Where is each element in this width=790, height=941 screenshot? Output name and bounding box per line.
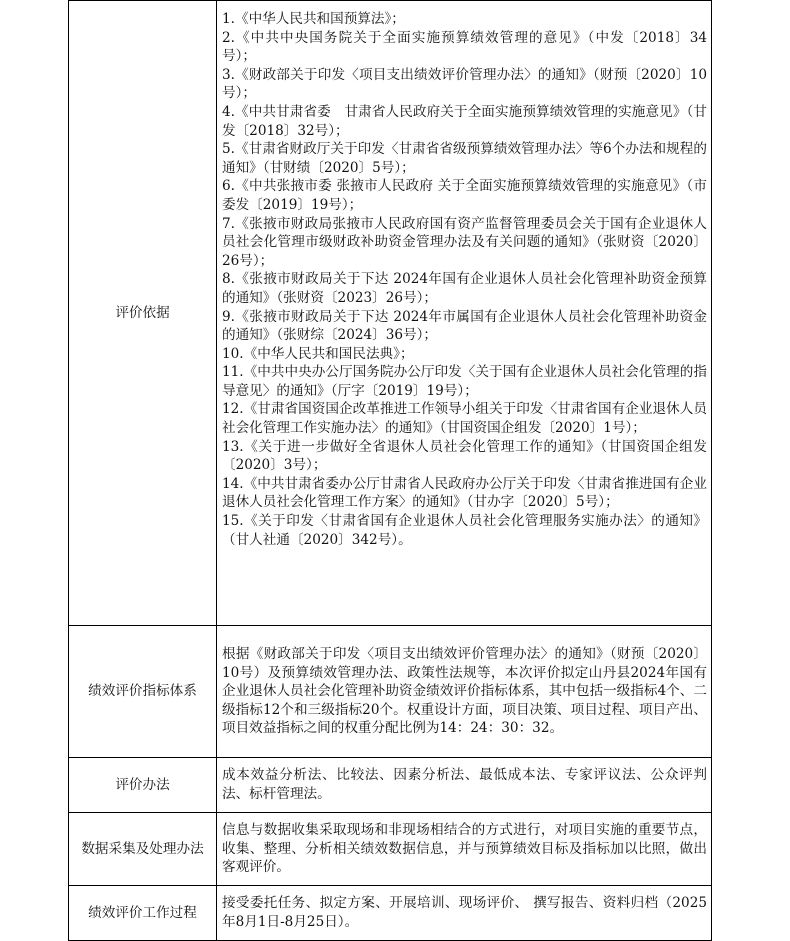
basis-item: 14.《中共甘肃省委办公厅甘肃省人民政府办公厅关于印发〈甘肃省推进国有企业退休人员社会化管理工作方案〉的通知》（甘办字〔2020〕5号）； (222, 475, 707, 511)
table-row-data-collection (69, 813, 712, 886)
row-label-basis: 评价依据 (69, 1, 217, 626)
basis-item: 15.《关于印发〈甘肃省国有企业退休人员社会化管理服务实施办法〉的通知》（甘人社通〔2020〕342号）。 (222, 513, 707, 548)
basis-item: 5.《甘肃省财政厅关于印发〈甘肃省省级预算绩效管理办法〉等6个办法和规程的通知》（甘财绩〔2020〕5号）； (222, 141, 707, 176)
basis-item: 2.《中共中央国务院关于全面实施预算绩效管理的意见》（中发〔2018〕34号）； (222, 29, 707, 65)
table-row-work-process (69, 886, 712, 941)
basis-item: 3.《财政部关于印发〈项目支出绩效评价管理办法〉的通知》（财预〔2020〕10号）； (222, 66, 707, 102)
row-label-data-collection: 数据采集及处理办法 (69, 813, 217, 886)
table-row-basis (69, 1, 712, 626)
evaluation-info-table (68, 0, 712, 941)
table-row-indicator-system (69, 626, 712, 758)
basis-item: 12.《甘肃省国资国企改革推进工作领导小组关于印发〈甘肃省国有企业退休人员社会化管理工作实施办法〉的通知》（甘国资国企组发〔2020〕1号）； (222, 401, 707, 437)
basis-item: 7.《张掖市财政局张掖市人民政府国有资产监督管理委员会关于国有企业退休人员社会化管理市级财政补助资金管理办法及有关问题的通知》（张财资〔2020〕26号）； (222, 215, 707, 269)
row-label-work-process: 绩效评价工作过程 (69, 886, 217, 941)
row-label-method: 评价办法 (69, 758, 217, 813)
row-content-method: 成本效益分析法、比较法、因素分析法、最低成本法、专家评议法、公众评判法、标杆管理法。 (217, 758, 712, 813)
row-content-data-collection: 信息与数据收集采取现场和非现场相结合的方式进行，对项目实施的重要节点，收集、整理、分析相关绩效数据信息，并与预算绩效目标及指标加以比照，做出客观评价。 (217, 813, 712, 886)
basis-list (217, 1, 712, 626)
row-content-indicator-system: 根据《财政部关于印发〈项目支出绩效评价管理办法〉的通知》（财预〔2020〕10号）及预算绩效管理办法、政策性法规等，本次评价拟定山丹县2024年国有企业退休人员社会化管理补助资金绩效评价指标体系，其中包括一级指标4个、二级指标12个和三级指标20个。权重设计方面，项目决策、项目过程、项目产出、项目效益指标之间的权重分配比例为14：24：30：32。 (217, 626, 712, 758)
basis-item: 10.《中华人民共和国民法典》； (222, 345, 414, 362)
basis-item: 6.《中共张掖市委 张掖市人民政府 关于全面实施预算绩效管理的实施意见》（市委发〔2019〕19号）； (222, 178, 707, 213)
row-label-indicator-system: 绩效评价指标体系 (69, 626, 217, 758)
basis-item: 11.《中共中央办公厅国务院办公厅印发〈关于国有企业退休人员社会化管理的指导意见〉的通知》（厅字〔2019〕19号）； (222, 364, 707, 399)
basis-item: 8.《张掖市财政局关于下达 2024年国有企业退休人员社会化管理补助资金预算的通知》（张财资〔2023〕26号）； (222, 271, 707, 306)
basis-item: 13.《关于进一步做好全省退休人员社会化管理工作的通知》（甘国资国企组发〔2020〕3号）； (222, 438, 707, 474)
table-row-method (69, 758, 712, 813)
row-content-work-process: 接受委托任务、拟定方案、开展培训、现场评价、 撰写报告、资料归档（2025年8月1日-8月25日）。 (217, 886, 712, 941)
basis-item: 9.《张掖市财政局关于下达 2024年市属国有企业退休人员社会化管理补助资金的通知》（张财综〔2024〕36号）； (222, 308, 707, 344)
basis-item: 1.《中华人民共和国预算法》； (222, 11, 405, 27)
basis-item: 4.《中共甘肃省委 甘肃省人民政府关于全面实施预算绩效管理的实施意见》（甘发〔2018〕32号）； (222, 103, 707, 139)
